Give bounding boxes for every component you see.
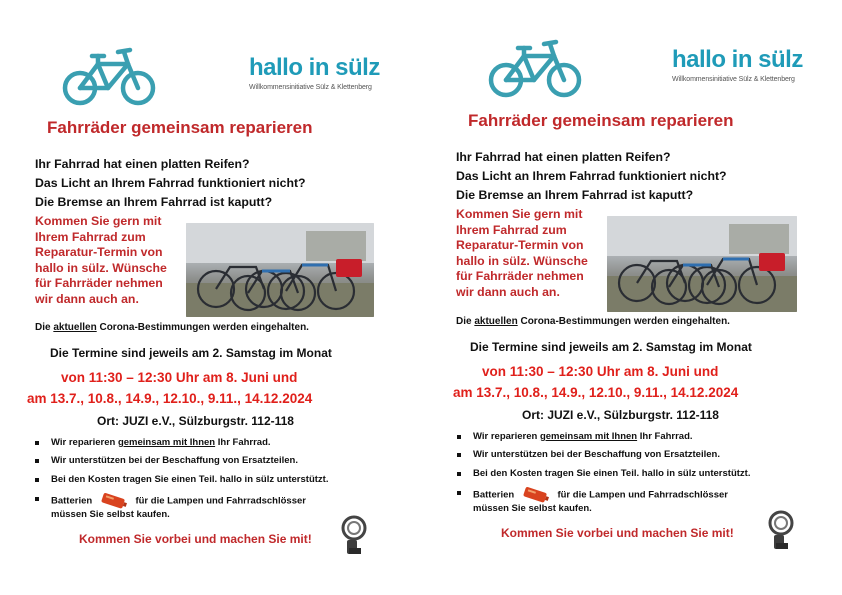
- bicycle-icon: [62, 42, 158, 112]
- bicycles-photo: [186, 223, 374, 317]
- benefits-list: [33, 437, 328, 520]
- corona-notice: Die aktuellen Corona-Bestimmungen werden eingehalten.: [456, 316, 730, 327]
- question-light: Das Licht an Ihrem Fahrrad funktioniert nicht?: [35, 176, 306, 190]
- invitation-text: Kommen Sie gern mit Ihrem Fahrrad zum Reparatur-Termin von hallo in sülz. Wünsche für Fahrräder nehmen wir dann auch an.: [456, 207, 588, 299]
- question-brake: Die Bremse an Ihrem Fahrrad ist kaputt?: [35, 195, 273, 209]
- list-item: Batterien für die Lampen und Fahrradschlösser müssen Sie selbst kaufen.: [33, 493, 328, 520]
- bicycle-icon: [488, 34, 584, 104]
- list-item: Wir unterstützen bei der Beschaffung von Ersatzteilen.: [455, 449, 750, 460]
- headline: Fahrräder gemeinsam reparieren: [468, 111, 734, 130]
- schedule-info: Die Termine sind jeweils am 2. Samstag im Monat: [470, 340, 752, 354]
- question-brake: Die Bremse an Ihrem Fahrrad ist kaputt?: [456, 188, 694, 202]
- bicycles-illustration: [607, 216, 797, 312]
- logo-subtitle: Willkommensinitiative Sülz & Klettenberg: [672, 76, 795, 83]
- list-item: Wir reparieren gemeinsam mit Ihnen Ihr Fahrrad.: [33, 437, 328, 448]
- headline: Fahrräder gemeinsam reparieren: [47, 118, 313, 137]
- invitation-text: Kommen Sie gern mit Ihrem Fahrrad zum Reparatur-Termin von hallo in sülz. Wünsche für Fahrräder nehmen wir dann auch an.: [35, 214, 167, 306]
- bike-lock-icon: [766, 509, 796, 553]
- question-light: Das Licht an Ihrem Fahrrad funktioniert nicht?: [456, 169, 727, 183]
- list-item: Wir unterstützen bei der Beschaffung von Ersatzteilen.: [33, 455, 328, 466]
- list-item: Batterien für die Lampen und Fahrradschlösser müssen Sie selbst kaufen.: [455, 487, 750, 514]
- question-tire: Ihr Fahrrad hat einen platten Reifen?: [456, 150, 671, 164]
- dates-line-1: von 11:30 – 12:30 Uhr am 8. Juni und: [482, 364, 719, 379]
- flyer-right: [421, 0, 842, 595]
- corona-notice: Die aktuellen Corona-Bestimmungen werden eingehalten.: [35, 322, 309, 333]
- bicycles-illustration: [186, 223, 374, 317]
- dates-line-1: von 11:30 – 12:30 Uhr am 8. Juni und: [61, 370, 298, 385]
- bicycles-photo: [607, 216, 797, 312]
- schedule-info: Die Termine sind jeweils am 2. Samstag im Monat: [50, 346, 332, 360]
- list-item: Wir reparieren gemeinsam mit Ihnen Ihr Fahrrad.: [455, 431, 750, 442]
- logo-title: hallo in sülz: [672, 46, 803, 73]
- logo-subtitle: Willkommensinitiative Sülz & Klettenberg: [249, 84, 372, 91]
- location: Ort: JUZI e.V., Sülzburgstr. 112-118: [522, 408, 719, 422]
- list-item: Bei den Kosten tragen Sie einen Teil. hallo in sülz unterstützt.: [33, 474, 328, 485]
- battery-icon: [99, 493, 129, 509]
- question-tire: Ihr Fahrrad hat einen platten Reifen?: [35, 157, 250, 171]
- closing-call: Kommen Sie vorbei und machen Sie mit!: [79, 532, 312, 546]
- location: Ort: JUZI e.V., Sülzburgstr. 112-118: [97, 414, 294, 428]
- battery-icon: [521, 487, 551, 503]
- closing-call: Kommen Sie vorbei und machen Sie mit!: [501, 526, 734, 540]
- bike-lock-icon: [339, 514, 369, 558]
- dates-line-2: am 13.7., 10.8., 14.9., 12.10., 9.11., 14.12.2024: [27, 391, 313, 406]
- list-item: Bei den Kosten tragen Sie einen Teil. hallo in sülz unterstützt.: [455, 468, 750, 479]
- benefits-list: [455, 431, 750, 514]
- dates-line-2: am 13.7., 10.8., 14.9., 12.10., 9.11., 14.12.2024: [453, 385, 739, 400]
- logo-title: hallo in sülz: [249, 54, 380, 81]
